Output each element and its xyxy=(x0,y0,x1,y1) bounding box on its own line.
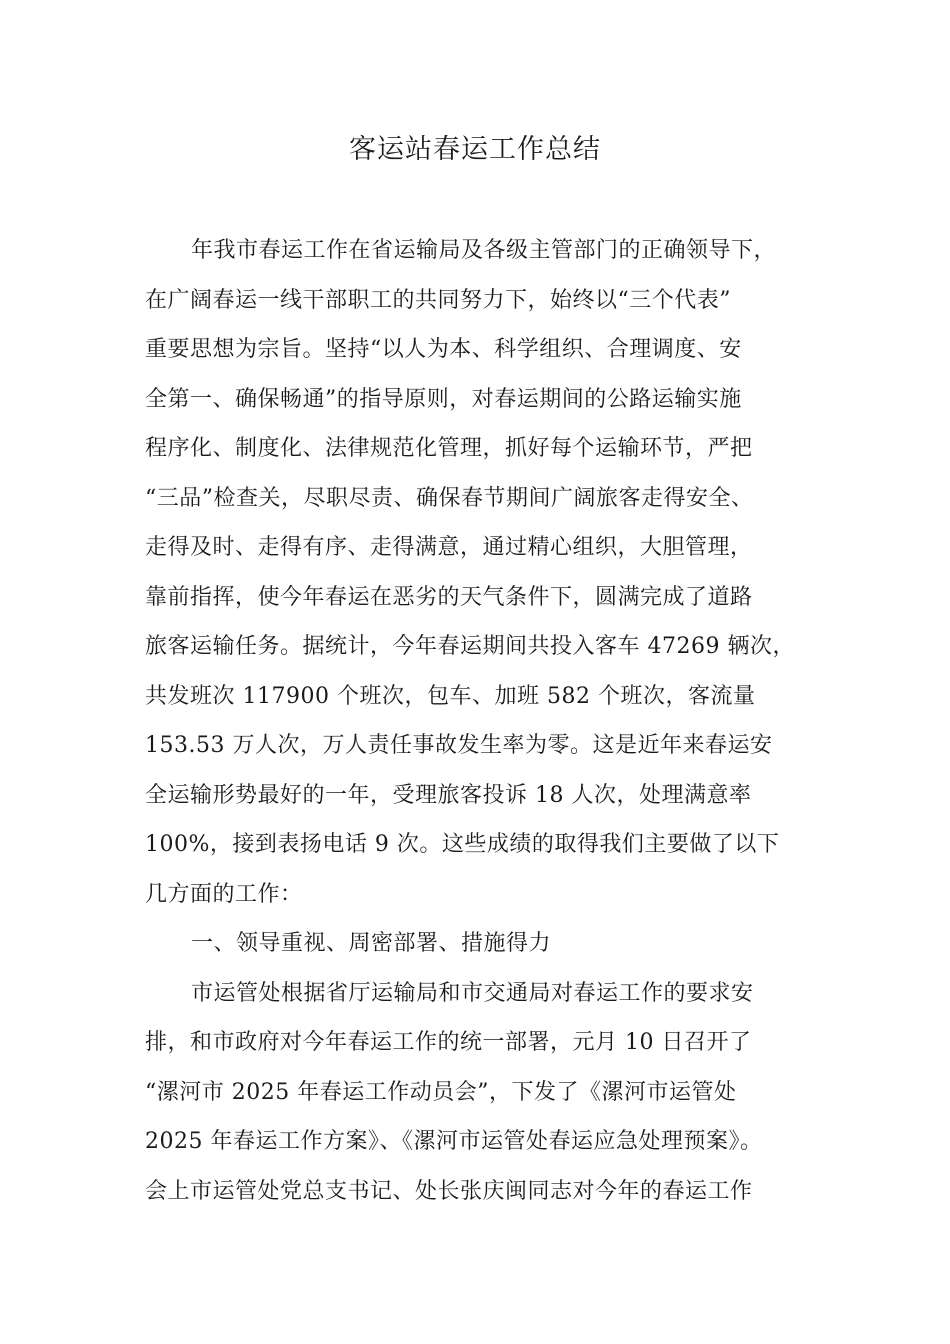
body-text-line: 全第一、确保畅通”的指导原则，对春运期间的公路运输实施 xyxy=(145,386,742,412)
body-text-line: 年我市春运工作在省运输局及各级主管部门的正确领导下， xyxy=(191,238,777,263)
body-text-line: 100%，接到表扬电话 9 次。这些成绩的取得我们主要做了以下 xyxy=(145,832,780,857)
body-text-line: 程序化、制度化、法律规范化管理，抓好每个运输环节，严把 xyxy=(145,436,753,461)
body-text-line: 排，和市政府对今年春运工作的统一部署，元月 10 日召开了 xyxy=(145,1030,752,1055)
body-text-line: 靠前指挥，使今年春运在恶劣的天气条件下，圆满完成了道路 xyxy=(145,584,753,610)
body-text-line: 一、领导重视、周密部署、措施得力 xyxy=(191,931,552,956)
body-text-line: “三品”检查关，尽职尽责、确保春节期间广阔旅客走得安全、 xyxy=(145,485,754,511)
body-text-line: 2025 年春运工作方案》、《漯河市运管处春运应急处理预案》。 xyxy=(145,1129,763,1154)
body-text-line: 会上市运管处党总支书记、处长张庆闽同志对今年的春运工作 xyxy=(145,1178,753,1204)
document-title: 客运站春运工作总结 xyxy=(349,134,601,165)
body-text-line: 旅客运输任务。据统计，今年春运期间共投入客车 47269 辆次， xyxy=(145,634,795,659)
body-text-line: 重要思想为宗旨。坚持“以人为本、科学组织、合理调度、安 xyxy=(145,337,742,362)
body-text-line: 全运输形势最好的一年，受理旅客投诉 18 人次，处理满意率 xyxy=(145,782,752,808)
body-text-line: 共发班次 117900 个班次，包车、加班 582 个班次，客流量 xyxy=(145,683,756,709)
body-text-line: 走得及时、走得有序、走得满意，通过精心组织，大胆管理， xyxy=(145,535,753,560)
body-text-line: 市运管处根据省厅运输局和市交通局对春运工作的要求安 xyxy=(191,980,754,1006)
body-text-line: 153.53 万人次，万人责任事故发生率为零。这是近年来春运安 xyxy=(145,733,773,758)
body-text-line: 在广阔春运一线干部职工的共同努力下，始终以“三个代表” xyxy=(145,287,731,313)
document-body xyxy=(145,226,825,1216)
body-text-line: “漯河市 2025 年春运工作动员会”，下发了《漯河市运管处 xyxy=(145,1079,737,1105)
body-text-line: 几方面的工作： xyxy=(145,881,303,907)
